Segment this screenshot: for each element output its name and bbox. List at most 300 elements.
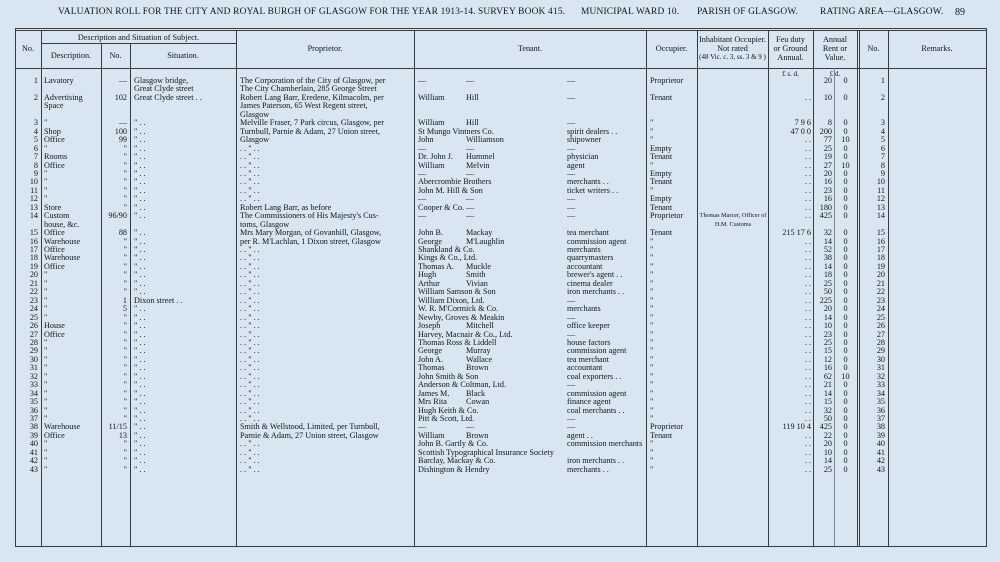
row-tenant-occupation: tea merchant [567,354,610,364]
row-tenant-surname: Cowan [466,397,490,407]
col-divider [414,30,415,546]
row-number-right: 22 [876,287,885,297]
row-tenant-surname: Muckle [466,261,492,271]
row-proprietor: per R. M'Lachlan, 1 Dixon street, Glasgow [240,236,381,246]
row-occupier: Empty [650,194,672,204]
row-occupier: " [650,380,654,390]
row-description: Advertising [44,92,83,102]
row-tenant-surname: Smith [466,270,486,280]
col-inhabitant-3: (48 Vic. c. 3, ss. 3 & 9 ) [699,53,766,61]
row-tenant-surname: — [466,168,475,178]
row-proprietor: . . " . . [240,253,260,263]
row-proprietor: . . " . . [240,397,260,407]
row-rent-pounds: 425 [819,422,832,432]
row-occupier: " [650,397,654,407]
row-situation: " . . [134,160,146,170]
row-tenant-occupation: finance agent [567,397,611,407]
row-feu-duty: . . [804,329,811,339]
row-rent-pounds: 22 [823,430,832,440]
row-occupier: Tenant [650,228,673,238]
row-number-right: 35 [876,397,885,407]
row-rent-shillings: 0 [843,211,848,221]
row-situation: " . . [134,168,146,178]
row-tenant-occupation: — [567,76,576,85]
row-rent-shillings: 0 [843,321,848,331]
row-tenant-occupation: coal merchants . . [567,405,625,415]
row-proprietor: . . " . . [240,414,260,423]
row-description: Warehouse [44,236,81,246]
row-street-number: " [123,287,127,297]
row-description: " [44,185,48,195]
row-rent-shillings: 0 [843,380,848,390]
row-number: 4 [33,126,38,136]
row-number: 30 [29,354,38,364]
row-tenant-name: Barclay, Mackay & Co. [418,456,496,466]
row-number-right: 38 [876,422,885,432]
row-situation: Glasgow bridge, [134,76,189,85]
row-rent-shillings: 0 [843,152,848,162]
row-feu-duty: . . [804,177,811,187]
row-tenant-surname: Mitchell [466,321,494,331]
row-occupier: " [650,371,654,381]
row-description: " [44,278,48,288]
row-number: 14 [29,211,38,221]
row-rent-pounds: 20 [823,76,832,85]
row-feu-duty: 47 0 0 [790,126,811,136]
row-street-number: 1 [122,295,127,305]
row-tenant-surname: — [466,76,475,85]
row-rent-pounds: 20 [823,439,832,449]
row-proprietor: Parnie & Adam, 27 Union street, Glasgow [240,430,379,440]
row-tenant-name: Thomas Ross & Liddell [418,337,497,347]
row-rent-pounds: 14 [823,388,832,398]
row-occupier: Proprietor [650,76,684,85]
row-number-right: 16 [876,236,885,246]
row-rent-shillings: 0 [843,228,848,238]
row-rent-pounds: 200 [819,126,832,136]
row-description: " [44,371,48,381]
row-situation: Great Clyde street [134,84,194,94]
row-occupier: Tenant [650,152,673,162]
row-tenant-name: — [418,76,427,85]
row-description: Office [44,135,65,145]
row-street-number: " [123,346,127,356]
row-proprietor: toms, Glasgow [240,219,290,229]
row-tenant-occupation: quarrymasters [567,253,614,263]
row-number-right: 28 [876,337,885,347]
row-situation: " . . [134,202,146,212]
municipal-ward: MUNICIPAL WARD 10. [581,7,680,17]
row-rent-shillings: 0 [843,439,848,449]
row-number: 40 [29,439,38,449]
row-description: Rooms [44,152,68,162]
row-street-number: " [123,363,127,373]
row-number: 7 [33,152,38,162]
row-street-number: " [123,464,127,474]
row-rent-shillings: 10 [841,135,850,145]
row-number-right: 36 [876,405,885,415]
row-tenant-name: Joseph [418,321,441,331]
row-number: 12 [29,194,38,204]
row-rent-shillings: 0 [843,76,848,85]
row-tenant-occupation: accountant [567,363,603,373]
row-feu-duty: . . [804,143,811,153]
row-proprietor: . . " . . [240,245,260,254]
row-number-right: 1 [880,76,885,85]
row-street-number: 102 [114,92,127,102]
row-tenant-name: St Mungo Vintners Co. [418,126,494,136]
row-occupier: " [650,287,654,297]
row-occupier: " [650,329,654,339]
row-rent-pounds: 18 [823,270,832,280]
row-situation: " . . [134,287,146,297]
col-description: Description. [50,51,92,60]
row-tenant-surname: Hummel [466,152,495,162]
row-number: 25 [29,312,38,322]
row-feu-duty: . . [804,363,811,373]
row-proprietor: . . " . . [240,304,260,314]
row-number-right: 11 [877,185,885,195]
row-tenant-occupation: — [567,143,576,153]
row-occupier: " [650,337,654,347]
row-street-number: — [118,76,127,85]
row-street-number: " [123,439,127,449]
row-tenant-name: — [418,143,427,153]
row-occupier: " [650,354,654,364]
row-rent-shillings: 0 [843,236,848,246]
row-tenant-name: Mrs Rita [418,397,447,407]
row-description: " [44,177,48,187]
row-street-number: " [123,270,127,280]
row-feu-duty: . . [804,439,811,449]
row-street-number: " [123,388,127,398]
row-street-number: 96/90 [108,211,127,221]
row-proprietor: . . " . . [240,143,260,153]
row-number-right: 30 [876,354,885,364]
row-situation: " . . [134,456,146,466]
survey-book: SURVEY BOOK 415. [478,7,566,17]
col-annual-1: Annual [822,35,848,44]
row-situation: " . . [134,245,146,254]
row-street-number: " [123,278,127,288]
row-situation: " . . [134,422,146,432]
row-description: " [44,337,48,347]
row-tenant-occupation: merchants [567,304,601,314]
row-rent-pounds: 10 [823,321,832,331]
row-tenant-occupation: tea merchant [567,228,610,238]
row-proprietor: The Corporation of the City of Glasgow, per [240,76,386,85]
row-feu-duty: . . [804,253,811,263]
col-divider [857,30,858,546]
row-description: house, &c. [44,219,80,229]
row-occupier: Tenant [650,177,673,187]
row-number-right: 20 [876,270,885,280]
row-situation: " . . [134,397,146,407]
row-rent-pounds: 25 [823,337,832,347]
row-rent-pounds: 225 [819,295,832,305]
row-street-number: " [123,321,127,331]
row-tenant-name: — [418,211,427,221]
row-number: 37 [29,414,38,423]
row-number-right: 10 [876,177,885,187]
row-proprietor: . . " . . [240,185,260,195]
row-feu-duty: . . [804,261,811,271]
row-rent-shillings: 0 [843,202,848,212]
row-tenant-occupation: spirit dealers . . [567,126,618,136]
row-proprietor: Glasgow [240,109,270,119]
row-number: 10 [29,177,38,187]
row-feu-duty: . . [804,456,811,466]
row-number-right: 3 [880,118,885,128]
row-rent-pounds: 27 [823,160,832,170]
row-description: " [44,447,48,457]
row-proprietor: . . " . . [240,447,260,457]
row-rent-shillings: 0 [843,118,848,128]
row-feu-duty: . . [804,397,811,407]
row-proprietor: . . " . . [240,177,260,187]
row-rent-shillings: 0 [843,177,848,187]
row-number-right: 27 [876,329,885,339]
row-occupier: Tenant [650,430,673,440]
desc-group-rule [41,43,236,44]
row-proprietor: . . " . . [240,321,260,331]
table-top-rule-inner [15,30,986,31]
row-rent-pounds: 19 [823,152,832,162]
row-tenant-name: John B. [418,228,444,238]
row-number: 19 [29,261,38,271]
row-proprietor: . . " . . [240,380,260,390]
row-tenant-name: James M. [418,388,450,398]
row-feu-duty: . . [804,371,811,381]
row-occupier: " [650,304,654,314]
row-description: " [44,464,48,474]
row-description: " [44,456,48,466]
col-desc-group: Description and Situation of Subject. [77,33,200,42]
row-situation: " . . [134,312,146,322]
row-tenant-name: Dishington & Hendry [418,464,490,474]
row-rent-shillings: 0 [843,261,848,271]
row-proprietor: . . " . . [240,295,260,305]
row-tenant-name: Kings & Co., Ltd. [418,253,478,263]
row-number: 21 [29,278,38,288]
row-occupier: " [650,439,654,449]
row-number: 22 [29,287,38,297]
row-tenant-occupation: commission agent [567,236,627,246]
row-situation: " . . [134,177,146,187]
row-tenant-name: William [418,118,445,128]
row-tenant-name: William Dixon, Ltd. [418,295,485,305]
row-number-right: 19 [876,261,885,271]
roll-title: VALUATION ROLL FOR THE CITY AND ROYAL BURGH OF GLASGOW FOR THE YEAR 1913-14. [58,7,476,17]
row-tenant-occupation: — [567,211,576,221]
col-remarks: Remarks. [921,44,953,53]
row-tenant-occupation: agent . . [567,430,593,440]
row-rent-pounds: 16 [823,363,832,373]
row-street-number: 100 [114,126,127,136]
row-rent-pounds: 38 [823,253,832,263]
row-occupier: " [650,464,654,474]
row-proprietor: . . " . . [240,194,260,204]
row-occupier: Empty [650,168,672,178]
row-tenant-occupation: — [567,202,576,212]
row-feu-duty: . . [804,135,811,145]
row-situation: " . . [134,304,146,314]
col-feu-3: Annual. [777,53,804,62]
row-occupier: " [650,295,654,305]
row-street-number: " [123,160,127,170]
row-occupier: " [650,388,654,398]
row-number: 1 [33,76,38,85]
row-number: 8 [33,160,38,170]
row-tenant-name: Cooper & Co. [418,202,465,212]
row-rent-pounds: 77 [823,135,832,145]
row-rent-pounds: 12 [823,354,832,364]
row-situation: " . . [134,152,146,162]
row-feu-duty: . . [804,245,811,254]
row-number: 24 [29,304,38,314]
row-rent-shillings: 10 [841,160,850,170]
row-proprietor: . . " . . [240,354,260,364]
row-number: 15 [29,228,38,238]
row-tenant-surname: Hill [466,118,479,128]
row-number: 2 [33,92,38,102]
row-tenant-occupation: iron merchants . . [567,456,625,466]
col-inhabitant-1: Inhabitant Occupier. [699,35,766,44]
row-occupier: " [650,270,654,280]
row-occupier: Empty [650,143,672,153]
row-number: 27 [29,329,38,339]
row-rent-pounds: 15 [823,397,832,407]
row-description: " [44,346,48,356]
row-tenant-surname: Wallace [466,354,493,364]
row-description: Office [44,329,65,339]
row-tenant-occupation: — [567,329,576,339]
row-description: " [44,143,48,153]
row-street-number: " [123,354,127,364]
row-tenant-name: Shankland & Co. [418,245,475,254]
col-feu-1: Feu duty [776,35,805,44]
row-number-right: 42 [876,456,885,466]
row-feu-duty: . . [804,185,811,195]
row-feu-duty: . . [804,202,811,212]
row-rent-shillings: 0 [843,126,848,136]
row-tenant-surname: Brown [466,430,489,440]
row-description: Custom [44,211,70,221]
row-rent-pounds: 32 [823,405,832,415]
row-number: 5 [33,135,38,145]
row-description: " [44,439,48,449]
row-street-number: " [123,202,127,212]
row-street-number: " [123,236,127,246]
row-rent-pounds: 14 [823,312,832,322]
row-situation: " . . [134,321,146,331]
row-tenant-occupation: — [567,295,576,305]
row-situation: " . . [134,270,146,280]
row-description: " [44,168,48,178]
header-bottom-rule [15,68,986,69]
row-rent-shillings: 0 [843,287,848,297]
row-street-number: — [118,118,127,128]
row-occupier: " [650,135,654,145]
row-rent-shillings: 0 [843,346,848,356]
row-tenant-name: George [418,346,442,356]
col-annual-2: Rent or [822,44,848,53]
row-tenant-name: George [418,236,442,246]
row-number: 34 [29,388,38,398]
row-feu-duty: . . [804,92,811,102]
row-number: 20 [29,270,38,280]
row-rent-shillings: 0 [843,304,848,314]
row-tenant-name: Newby, Groves & Meakin [418,312,505,322]
row-number-right: 17 [876,245,885,254]
row-occupier: " [650,118,654,128]
row-number: 29 [29,346,38,356]
row-number: 9 [33,168,38,178]
row-rent-shillings: 0 [843,422,848,432]
row-street-number: " [123,380,127,390]
row-tenant-surname: Mackay [466,228,493,238]
row-rent-shillings: 0 [843,245,848,254]
row-proprietor: . . " . . [240,329,260,339]
col-divider [888,30,889,546]
row-number: 33 [29,380,38,390]
row-tenant-occupation: — [567,194,576,204]
row-tenant-surname: Williamson [466,135,504,145]
row-description: " [44,363,48,373]
row-rent-shillings: 0 [843,397,848,407]
row-situation: " . . [134,354,146,364]
row-description: Office [44,160,65,170]
row-tenant-occupation: commission agent [567,346,627,356]
row-rent-shillings: 0 [843,414,848,423]
row-rent-pounds: 50 [823,414,832,423]
row-number-right: 33 [876,380,885,390]
row-tenant-surname: Brown [466,363,489,373]
row-occupier: " [650,261,654,271]
row-description: " [44,312,48,322]
row-rent-shillings: 0 [843,337,848,347]
col-occupier: Occupier. [655,44,688,53]
row-proprietor: . . " . . [240,371,260,381]
row-number: 13 [29,202,38,212]
row-occupier: Tenant [650,92,673,102]
row-situation: " . . [134,185,146,195]
row-feu-duty: . . [804,337,811,347]
row-rent-pounds: 25 [823,464,832,474]
row-tenant-surname: Black [466,388,486,398]
row-tenant-name: Abercrombie Brothers [418,177,492,187]
row-description: Office [44,430,65,440]
row-tenant-name: Pitt & Scott, Ltd. [418,414,475,423]
row-number: 11 [30,185,38,195]
row-proprietor: . . " . . [240,346,260,356]
row-rent-pounds: 180 [819,202,832,212]
row-number: 18 [29,253,38,263]
row-description: Warehouse [44,253,81,263]
row-description: Space [44,101,64,111]
row-occupier: " [650,126,654,136]
row-rent-pounds: 20 [823,168,832,178]
row-tenant-name: Hugh [418,270,437,280]
row-description: " [44,270,48,280]
row-occupier: " [650,160,654,170]
row-feu-duty: . . [804,346,811,356]
row-tenant-occupation: — [567,380,576,390]
row-tenant-surname: Vivian [466,278,488,288]
row-number-right: 7 [880,152,885,162]
row-feu-duty: . . [804,270,811,280]
row-situation: " . . [134,464,146,474]
